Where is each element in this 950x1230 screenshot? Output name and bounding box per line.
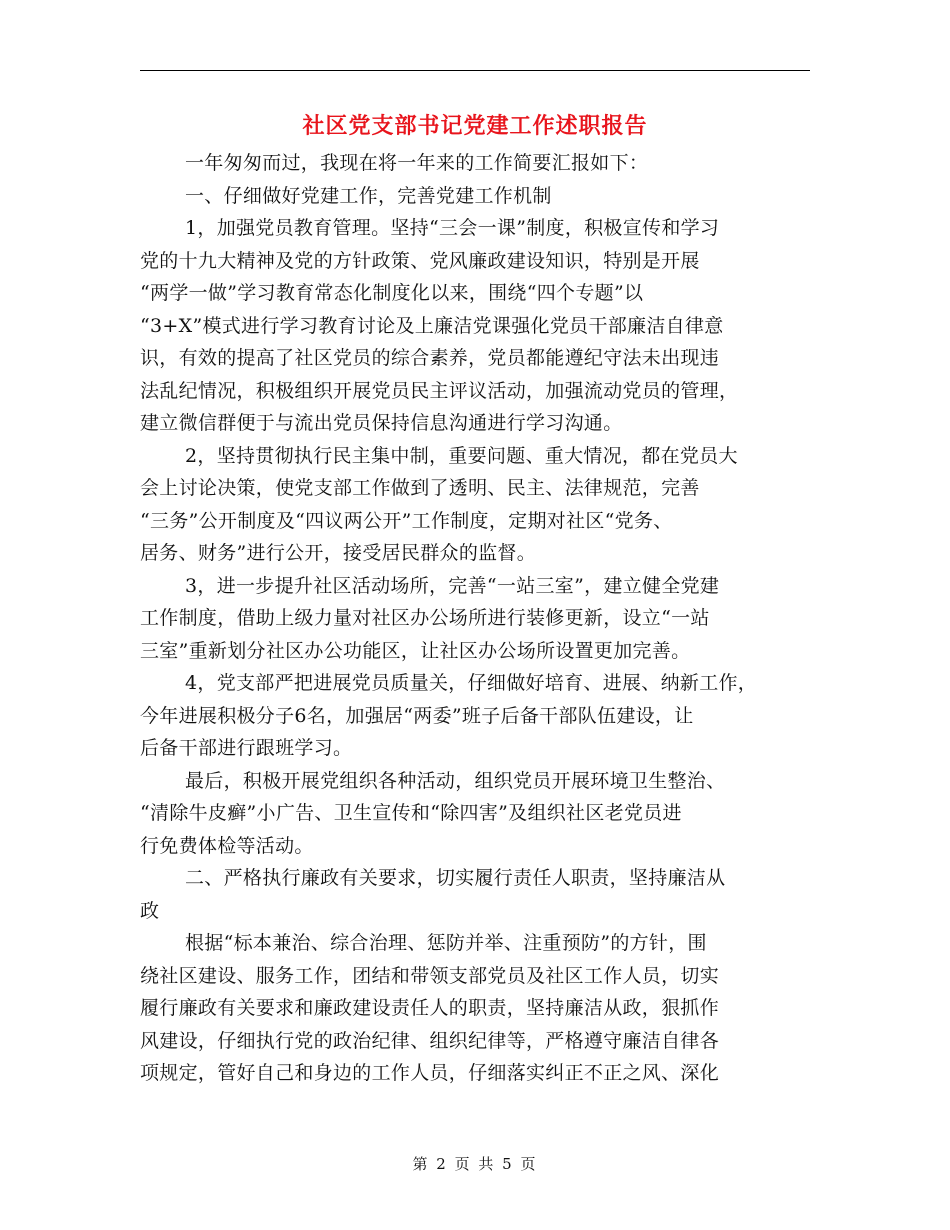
text-line: 党的十九大精神及党的方针政策、党风廉政建设知识，特别是开展 xyxy=(140,249,700,272)
text-line: 3，进一步提升社区活动场所，完善“一站三室”，建立健全党建 xyxy=(185,574,720,597)
text-line: 后备干部进行跟班学习。 xyxy=(140,737,353,759)
text-line: 2，坚持贯彻执行民主集中制，重要问题、重大情况，都在党员大 xyxy=(185,444,738,467)
text-line: 工作制度，借助上级力量对社区办公场所进行装修更新，设立“一站 xyxy=(140,607,710,629)
text-line: 识，有效的提高了社区党员的综合素养，党员都能遵纪守法未出现违 xyxy=(140,347,720,369)
text-line: 项规定，管好自己和身边的工作人员，仔细落实纠正不正之风、深化 xyxy=(140,1062,720,1084)
text-line: “清除牛皮癣”小广告、卫生宣传和“除四害”及组织社区老党员进 xyxy=(140,802,682,824)
text-line: 一年匆匆而过，我现在将一年来的工作简要汇报如下： xyxy=(185,152,649,174)
document-title: 社区党支部书记党建工作述职报告 xyxy=(302,113,648,139)
header-rule xyxy=(140,70,810,71)
text-line: 法乱纪情况，积极组织开展党员民主评议活动，加强流动党员的管理， xyxy=(140,379,739,402)
text-line: 履行廉政有关要求和廉政建设责任人的职责，坚持廉洁从政，狠抓作 xyxy=(140,997,720,1019)
text-line: 三室”重新划分社区办公功能区，让社区办公场所设置更加完善。 xyxy=(140,639,691,662)
text-line: 绕社区建设、服务工作，团结和带领支部党员及社区工作人员，切实 xyxy=(140,964,720,987)
text-line: 一、仔细做好党建工作，完善党建工作机制 xyxy=(185,184,552,207)
text-line: 最后，积极开展党组织各种活动，组织党员开展环境卫生整治、 xyxy=(185,769,726,792)
page-number-footer: 第 2 页 共 5 页 xyxy=(412,1155,538,1173)
text-line: “两学一做”学习教育常态化制度化以来，围绕“四个专题”以 xyxy=(140,282,644,304)
text-line: 二、严格执行廉政有关要求，切实履行责任人职责，坚持廉洁从 xyxy=(185,867,726,889)
text-line: 根据“标本兼治、综合治理、惩防并举、注重预防”的方针，围 xyxy=(185,932,707,954)
text-line: 风建设，仔细执行党的政治纪律、组织纪律等，严格遵守廉洁自律各 xyxy=(140,1029,720,1052)
text-line: “三务”公开制度及“四议两公开”工作制度，定期对社区“党务、 xyxy=(140,509,673,532)
text-line: 会上讨论决策，使党支部工作做到了透明、民主、法律规范，完善 xyxy=(140,477,700,499)
text-line: 政 xyxy=(140,899,160,922)
text-line: 居务、财务”进行公开，接受居民群众的监督。 xyxy=(140,542,537,564)
text-line: 1，加强党员教育管理。坚持“三会一课”制度，积极宣传和学习 xyxy=(185,217,720,239)
text-line: 建立微信群便于与流出党员保持信息沟通进行学习沟通。 xyxy=(140,412,623,434)
text-line: 4，党支部严把进展党员质量关，仔细做好培育、进展、纳新工作， xyxy=(185,672,758,694)
document-body xyxy=(140,147,810,1090)
text-line: 今年进展积极分子6名，加强居“两委”班子后备干部队伍建设，让 xyxy=(140,704,694,727)
text-line: 行免费体检等活动。 xyxy=(140,834,314,857)
text-line: “3+X”模式进行学习教育讨论及上廉洁党课强化党员干部廉洁自律意 xyxy=(140,314,724,337)
